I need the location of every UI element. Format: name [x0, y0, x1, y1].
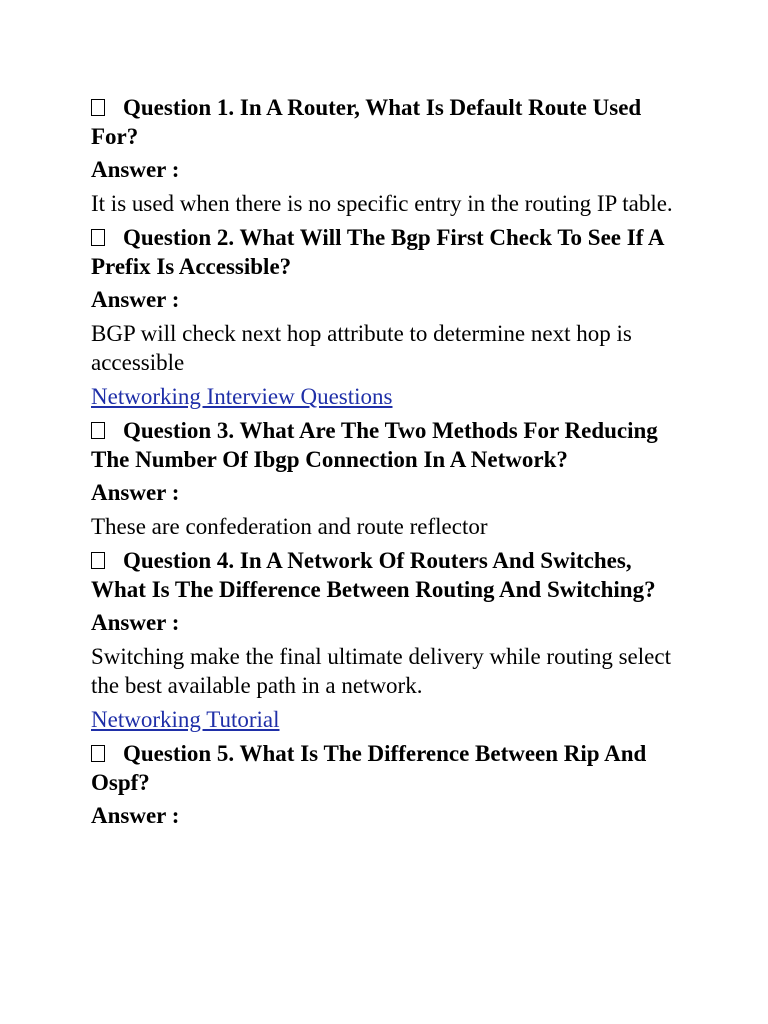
box-bullet-icon — [91, 99, 105, 116]
answer-4: Switching make the final ultimate delivery while routing select the best available path in a network. — [91, 644, 671, 698]
answer-label-2: Answer : — [91, 287, 180, 312]
answer-label-3: Answer : — [91, 480, 180, 505]
answer-label-5: Answer : — [91, 803, 180, 828]
box-bullet-icon — [91, 229, 105, 246]
qa-item-4 — [91, 546, 691, 700]
answer-3: These are confederation and route reflector — [91, 514, 488, 539]
qa-item-5 — [91, 739, 691, 830]
question-5 — [91, 739, 691, 797]
qa-item-1 — [91, 93, 691, 218]
box-bullet-icon — [91, 745, 105, 762]
qa-item-2 — [91, 223, 691, 377]
box-bullet-icon — [91, 552, 105, 569]
answer-2: BGP will check next hop attribute to determine next hop is accessible — [91, 321, 632, 375]
qa-item-3 — [91, 416, 691, 541]
question-1 — [91, 93, 691, 151]
link-networking-interview-questions[interactable]: Networking Interview Questions — [91, 384, 393, 409]
document-page — [91, 93, 691, 830]
question-3 — [91, 416, 691, 474]
link-networking-tutorial[interactable]: Networking Tutorial — [91, 707, 280, 732]
answer-label-1: Answer : — [91, 157, 180, 182]
question-2 — [91, 223, 691, 281]
question-2-text: Question 2. What Will The Bgp First Check To See If A Prefix Is Accessible? — [91, 225, 664, 279]
answer-label-4: Answer : — [91, 610, 180, 635]
box-bullet-icon — [91, 422, 105, 439]
answer-1: It is used when there is no specific entry in the routing IP table. — [91, 191, 673, 216]
question-1-text: Question 1. In A Router, What Is Default Route Used For? — [91, 95, 642, 149]
question-4-text: Question 4. In A Network Of Routers And Switches, What Is The Difference Between Routing And Switching? — [91, 548, 656, 602]
question-5-text: Question 5. What Is The Difference Between Rip And Ospf? — [91, 741, 647, 795]
question-4 — [91, 546, 691, 604]
question-3-text: Question 3. What Are The Two Methods For Reducing The Number Of Ibgp Connection In A Network? — [91, 418, 658, 472]
